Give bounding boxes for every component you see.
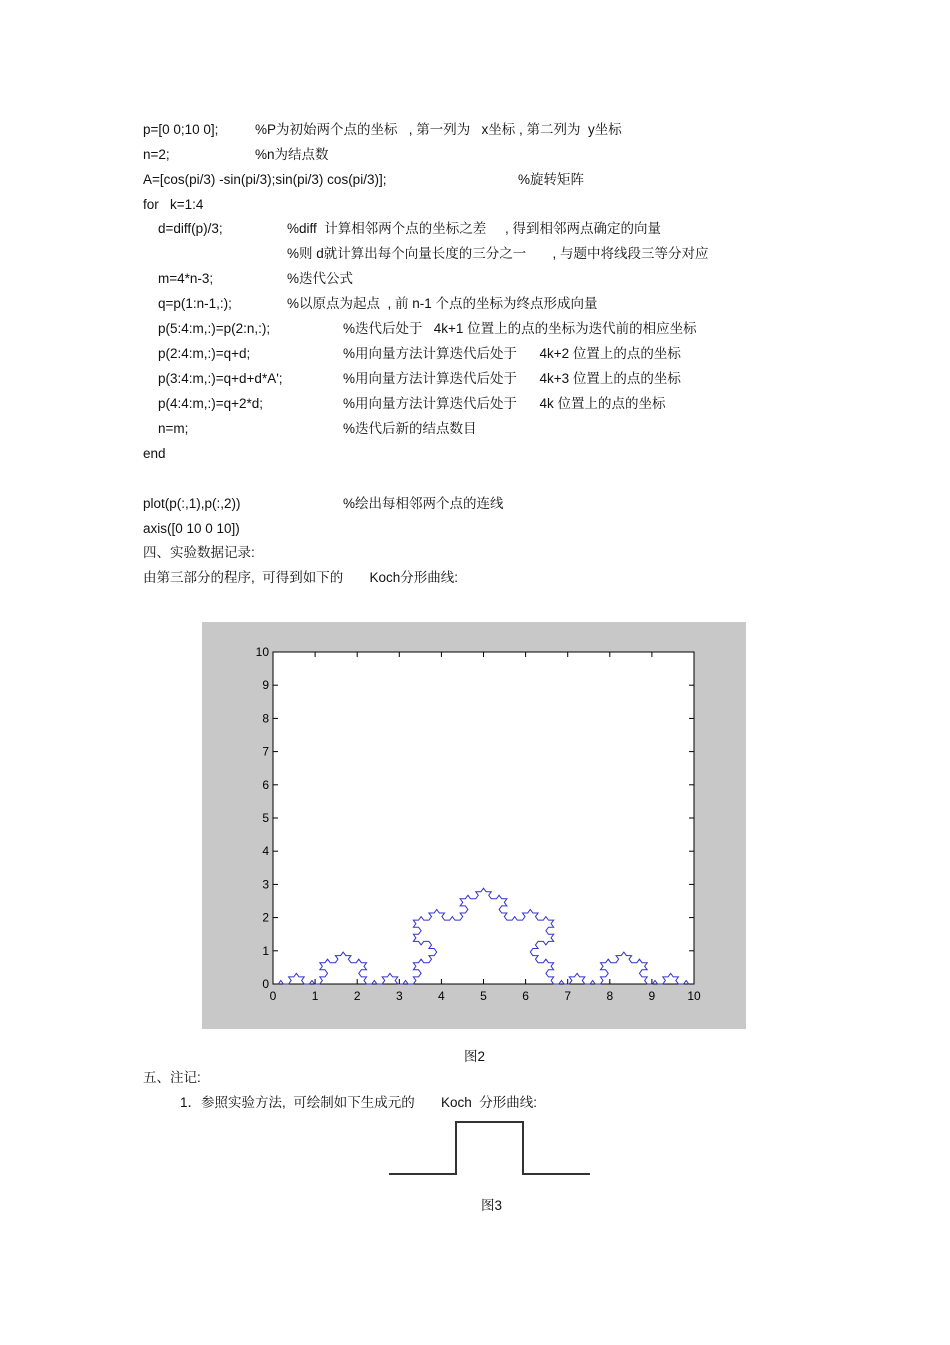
code-line: n=2;: [143, 147, 170, 162]
code-comment: %n为结点数: [255, 147, 329, 162]
code-line: A=[cos(pi/3) -sin(pi/3);sin(pi/3) cos(pi/3)];: [143, 172, 387, 187]
x-tick-label: 4: [438, 989, 445, 1003]
generator-line: [389, 1122, 590, 1174]
code-line: end: [143, 446, 166, 461]
code-line: m=4*n-3;: [158, 271, 214, 286]
code-line: p(2:4:m,:)=q+d;: [158, 346, 251, 361]
intro-text: 由第三部分的程序, 可得到如下的 Koch分形曲线:: [143, 570, 459, 585]
code-comment: %迭代公式: [287, 271, 354, 286]
code-line: axis([0 10 0 10]): [143, 521, 240, 536]
code-line: p(4:4:m,:)=q+2*d;: [158, 396, 264, 411]
code-comment: %旋转矩阵: [518, 172, 585, 187]
code-comment: %P为初始两个点的坐标 , 第一列为 x坐标 , 第二列为 y坐标: [255, 122, 622, 137]
note-1: 1．参照实验方法, 可绘制如下生成元的 Koch 分形曲线:: [180, 1095, 538, 1110]
x-tick-label: 2: [353, 989, 361, 1003]
code-line: p(3:4:m,:)=q+d+d*A';: [158, 371, 283, 386]
x-tick-label: 0: [269, 989, 277, 1003]
code-comment: %用向量方法计算迭代后处于 4k 位置上的点的坐标: [343, 396, 666, 411]
section5-heading: 五、注记:: [143, 1070, 201, 1085]
x-tick-label: 10: [687, 989, 701, 1003]
x-tick-label: 9: [648, 989, 656, 1003]
section4-heading: 四、实验数据记录:: [143, 545, 255, 560]
generator-diagram: [385, 1118, 595, 1178]
x-tick-label: 1: [311, 989, 319, 1003]
code-line: d=diff(p)/3;: [158, 221, 223, 236]
y-tick-label: 2: [262, 910, 269, 925]
code-line: p=[0 0;10 0];: [143, 122, 219, 137]
y-tick-label: 0: [262, 977, 269, 991]
plot-area: [273, 652, 694, 984]
code-line: plot(p(:,1),p(:,2)): [143, 496, 241, 511]
code-line: n=m;: [158, 421, 189, 436]
code-comment: %用向量方法计算迭代后处于 4k+2 位置上的点的坐标: [343, 346, 681, 361]
y-tick-label: 4: [262, 844, 269, 859]
code-comment: %迭代后新的结点数目: [343, 421, 477, 436]
code-comment: %diff 计算相邻两个点的坐标之差 , 得到相邻两点确定的向量: [287, 221, 662, 236]
x-tick-label: 3: [395, 989, 403, 1003]
code-line: for k=1:4: [143, 197, 204, 212]
figure-2-caption: 图2: [464, 1049, 486, 1064]
koch-chart: [202, 622, 746, 1029]
figure-3-caption: 图3: [481, 1198, 503, 1213]
code-comment: %迭代后处于 4k+1 位置上的点的坐标为迭代前的相应坐标: [343, 321, 697, 336]
y-tick-label: 10: [255, 645, 269, 659]
figure-2-frame: [202, 622, 746, 1029]
code-comment: %以原点为起点 , 前 n-1 个点的坐标为终点形成向量: [287, 296, 598, 311]
x-tick-label: 7: [564, 989, 572, 1003]
code-comment: %绘出每相邻两个点的连线: [343, 496, 504, 511]
y-tick-label: 6: [262, 777, 269, 792]
y-tick-label: 7: [262, 744, 269, 759]
code-line: q=p(1:n-1,:);: [158, 296, 232, 311]
x-tick-label: 8: [606, 989, 614, 1003]
y-tick-label: 8: [262, 711, 269, 726]
y-tick-label: 1: [262, 943, 269, 958]
code-comment: %用向量方法计算迭代后处于 4k+3 位置上的点的坐标: [343, 371, 681, 386]
y-tick-label: 5: [262, 811, 269, 825]
code-comment: %则 d就计算出每个向量长度的三分之一 , 与题中将线段三等分对应: [287, 246, 709, 261]
code-line: p(5:4:m,:)=p(2:n,:);: [158, 321, 271, 336]
y-tick-label: 3: [262, 877, 269, 892]
x-tick-label: 6: [522, 989, 529, 1003]
y-tick-label: 9: [262, 678, 269, 693]
x-tick-label: 5: [480, 989, 487, 1003]
